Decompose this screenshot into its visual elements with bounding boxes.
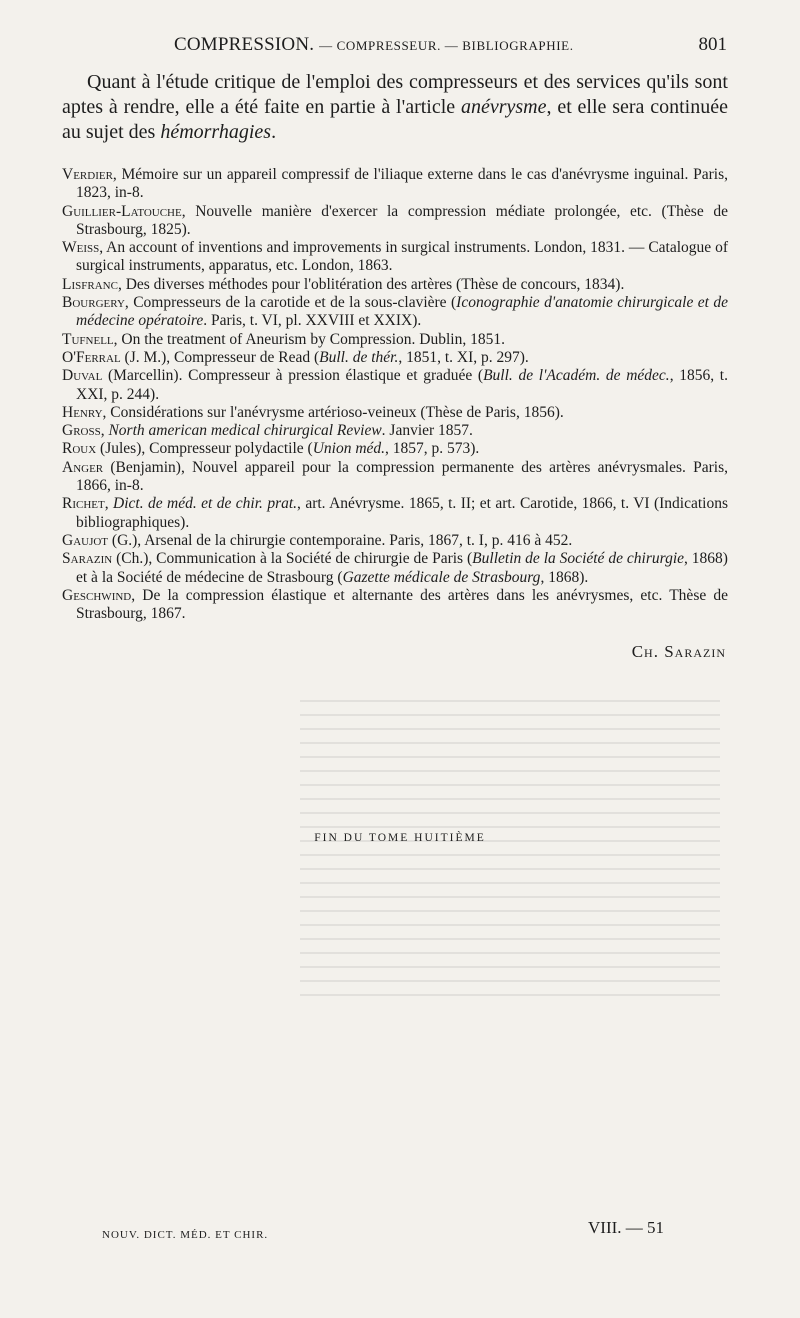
entry-text: (Jules), Compresseur polydactile ( <box>96 440 313 458</box>
entry-italic: Bull. de thér. <box>319 348 399 366</box>
entry-author: O'Ferral <box>62 348 121 366</box>
entry-italic: Dict. de méd. et de chir. prat. <box>113 495 298 513</box>
entry-text: , Mémoire sur un appareil compressif de l'iliaque externe dans le cas d'anévrysme inguinal. Paris, 1823, in-8. <box>76 166 728 202</box>
entry-text-2: , art. Anévrysme. 1865, t. II; et art. Carotide, 1866, t. VI (Indications bibliographiques). <box>76 495 729 531</box>
bibliography-entry <box>62 331 728 349</box>
intro-text <box>62 70 728 145</box>
entry-author: Henry <box>62 403 103 421</box>
entry-text-2: , 1868) et à la Société de médecine de Strasbourg ( <box>76 550 728 586</box>
entry-text: , Des diverses méthodes pour l'oblitération des artères (Thèse de concours, 1834). <box>117 275 625 293</box>
entry-author: Guillier-Latouche <box>62 202 182 220</box>
bibliography-entry <box>62 422 728 440</box>
entry-italic: North american medical chirurgical Review <box>108 422 382 440</box>
entry-text: , On the treatment of Aneurism by Compression. Dublin, 1851. <box>113 330 505 348</box>
running-title-rest: — COMPRESSEUR. — BIBLIOGRAPHIE. <box>319 38 574 53</box>
bleed-through-texture <box>300 700 720 1000</box>
signature: Ch. Sarazin <box>631 642 726 661</box>
intro-part-3: . <box>271 121 277 143</box>
entry-author: Geschwind <box>62 586 132 604</box>
entry-text: (G.), Arsenal de la chirurgie contemporaine. Paris, 1867, t. I, p. 416 à 452. <box>108 531 573 549</box>
bibliography-entry <box>62 495 728 532</box>
entry-text: , Nouvelle manière d'exercer la compression médiate prolongée, etc. (Thèse de Strasbourg, 1825). <box>76 202 728 238</box>
running-title <box>174 34 574 56</box>
intro-part-1: Quant à l'étude critique de l'emploi des compresseurs et des services qu'ils sont aptes à rendre, elle a été faite en partie à l'article <box>62 71 728 118</box>
entry-text-2: , 1856, t. XXI, p. 244). <box>76 367 728 403</box>
entry-text: , Considérations sur l'anévrysme artérioso-veineux (Thèse de Paris, 1856). <box>102 403 564 421</box>
bibliography-entry <box>62 367 728 404</box>
bibliography-entry <box>62 294 728 331</box>
entry-italic: Iconographie d'anatomie chirurgicale et de médecine opératoire <box>76 294 729 330</box>
bibliography-entry <box>62 459 728 496</box>
running-title-main: COMPRESSION. <box>174 34 315 55</box>
footer-volume-sheet: VIII. — 51 <box>588 1218 665 1237</box>
bibliography-entry <box>62 550 728 587</box>
entry-text: (Marcellin). Compresseur à pression élastique et graduée ( <box>102 367 484 385</box>
intro-italic-2: hémorrhagies <box>160 121 272 143</box>
entry-text: (J. M.), Compresseur de Read ( <box>120 348 320 366</box>
entry-text-2: . Paris, t. VI, pl. XXVIII et XXIX). <box>203 312 422 330</box>
entry-text-2: , 1851, t. XI, p. 297). <box>398 348 529 366</box>
running-header <box>62 34 727 60</box>
entry-italic: Bulletin de la Société de chirurgie <box>472 550 685 568</box>
entry-author: Gross <box>62 422 101 440</box>
entry-author: Roux <box>62 440 97 458</box>
entry-italic: Bull. de l'Académ. de médec. <box>483 367 670 385</box>
entry-text-2: , 1857, p. 573). <box>385 440 480 458</box>
intro-italic-1: anévrysme <box>460 96 547 118</box>
entry-author: Lisfranc <box>62 275 118 293</box>
end-of-volume-note: FIN DU TOME HUITIÈME <box>314 832 486 844</box>
bibliography-entry <box>62 203 728 240</box>
intro-part-2: , et elle sera continuée au sujet des <box>62 96 728 143</box>
bibliography-entry <box>62 166 728 203</box>
entry-text-3: , 1868). <box>540 568 589 586</box>
entry-italic-2: Gazette médicale de Strasbourg <box>342 568 541 586</box>
entry-author: Anger <box>62 458 104 476</box>
entry-author: Tufnell <box>62 330 114 348</box>
bibliography-entry <box>62 587 728 624</box>
bibliography-entry <box>62 440 728 458</box>
entry-text: , <box>100 422 109 440</box>
entry-author: Verdier <box>62 166 113 183</box>
bibliography-entry <box>62 276 728 294</box>
entry-text: (Benjamin), Nouvel appareil pour la compression permanente des artères anévrysmales. Paris, 1866, in-8. <box>76 458 728 495</box>
entry-italic: Union méd. <box>312 440 386 458</box>
bibliography-list <box>62 166 728 623</box>
entry-text-2: . Janvier 1857. <box>381 422 473 440</box>
bibliography-entry <box>62 532 728 550</box>
entry-text: (Ch.), Communication à la Société de chirurgie de Paris ( <box>112 550 473 568</box>
entry-author: Sarazin <box>62 550 113 568</box>
bibliography-entry <box>62 349 728 367</box>
bibliography-entry <box>62 404 728 422</box>
footer-signature-mark: NOUV. DICT. MÉD. ET CHIR. <box>102 1229 269 1241</box>
entry-author: Duval <box>62 367 103 385</box>
entry-author: Gaujot <box>62 531 109 549</box>
entry-author: Bourgery <box>62 294 125 312</box>
entry-text: , Compresseurs de la carotide et de la sous-clavière ( <box>124 294 457 312</box>
bibliography-entry <box>62 239 728 276</box>
intro-paragraph <box>62 70 728 145</box>
entry-text: , An account of inventions and improvements in surgical instruments. London, 1831. — Catalogue of surgical instruments, apparatus, etc. London, 1863. <box>76 239 728 275</box>
entry-text: , <box>104 495 114 513</box>
page-number: 801 <box>698 34 727 55</box>
entry-author: Richet <box>62 495 105 513</box>
entry-text: , De la compression élastique et alternante des artères dans les anévrysmes, etc. Thèse de Strasbourg, 1867. <box>76 586 728 623</box>
entry-author: Weiss <box>62 239 100 257</box>
